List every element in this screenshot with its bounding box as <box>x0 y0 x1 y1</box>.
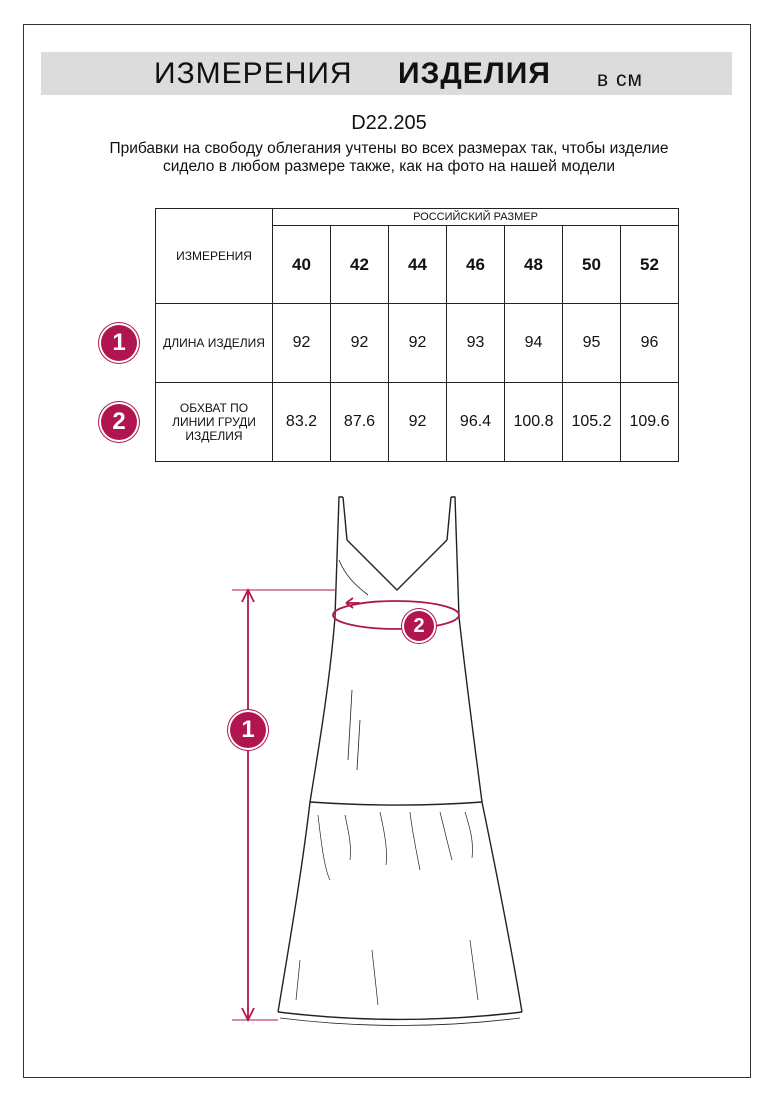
tier-seam <box>310 802 482 805</box>
article-number: D22.205 <box>351 112 427 134</box>
left-strap <box>335 497 343 617</box>
size-header: 52 <box>621 226 679 304</box>
row-number-badge-2: 2 <box>101 404 137 440</box>
row-number-badge-1: 1 <box>101 325 137 361</box>
body-left-side <box>310 617 335 802</box>
table-cell: 92 <box>331 304 389 383</box>
size-header: 48 <box>505 226 563 304</box>
size-group-header: РОССИЙСКИЙ РАЗМЕР <box>273 209 679 226</box>
row-label-bust: ОБХВАТ ПО ЛИНИИ ГРУДИ ИЗДЕЛИЯ <box>156 383 273 462</box>
table-cell: 94 <box>505 304 563 383</box>
title-unit: в см <box>597 68 643 91</box>
size-header: 50 <box>563 226 621 304</box>
skirt-left-side <box>278 802 310 1012</box>
table-cell: 100.8 <box>505 383 563 462</box>
table-cell: 87.6 <box>331 383 389 462</box>
neckline <box>347 540 447 590</box>
size-header: 40 <box>273 226 331 304</box>
bust-marker-badge: 2 <box>404 611 434 641</box>
table-cell: 109.6 <box>621 383 679 462</box>
length-marker-badge: 1 <box>230 712 266 748</box>
size-header: 46 <box>447 226 505 304</box>
size-header: 44 <box>389 226 447 304</box>
hem <box>278 1012 522 1020</box>
table-cell: 96 <box>621 304 679 383</box>
skirt-right-side <box>482 802 522 1012</box>
title-word-garment: ИЗДЕЛИЯ <box>398 57 551 90</box>
table-cell: 105.2 <box>563 383 621 462</box>
table-cell: 92 <box>273 304 331 383</box>
bust-circumference-ellipse <box>333 601 459 629</box>
table-cell: 95 <box>563 304 621 383</box>
title-word-measurements: ИЗМЕРЕНИЯ <box>154 57 353 90</box>
table-cell: 83.2 <box>273 383 331 462</box>
measure-header: ИЗМЕРЕНИЯ <box>156 209 273 304</box>
right-strap <box>451 497 459 617</box>
body-right-side <box>459 617 482 802</box>
table-cell: 93 <box>447 304 505 383</box>
table-cell: 96.4 <box>447 383 505 462</box>
fit-note: Прибавки на свободу облегания учтены во всех размерах так, чтобы изделие сидело в любом размере также, как на фото на нашей модели <box>109 140 669 175</box>
table-cell: 92 <box>389 383 447 462</box>
table-cell: 92 <box>389 304 447 383</box>
size-header: 42 <box>331 226 389 304</box>
row-label-length: ДЛИНА ИЗДЕЛИЯ <box>156 304 273 383</box>
